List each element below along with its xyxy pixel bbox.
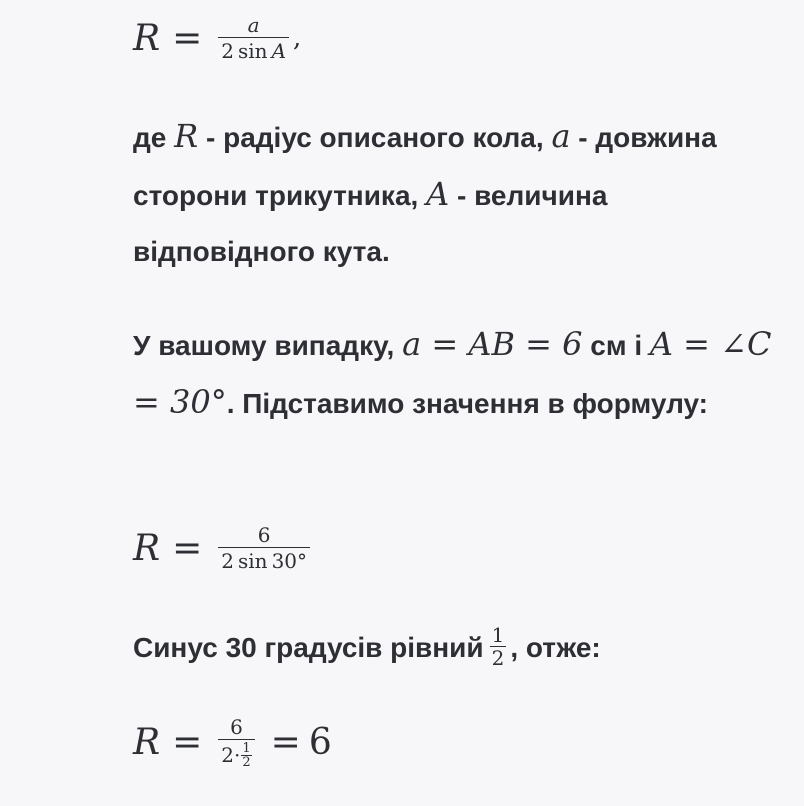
formula-equals: = — [172, 17, 203, 59]
fraction-numerator: 6 — [257, 523, 271, 547]
formula-comma: , — [293, 23, 302, 53]
inline-fraction-half — [490, 624, 507, 669]
var-a: a — [551, 117, 571, 155]
formula-fraction — [218, 524, 310, 572]
text-fragment: см і — [582, 330, 650, 361]
text-fragment: Синус 30 градусів рівний — [133, 632, 484, 663]
formula-lhs: R — [133, 17, 161, 59]
text-fragment: де — [133, 122, 175, 153]
fraction-denominator: 2 — [491, 646, 505, 671]
math-angle: A = ∠C = 30° — [133, 325, 772, 421]
text-fragment: . Підставимо значення в формулу: — [226, 388, 709, 419]
den-coef: 2 — [221, 39, 235, 63]
fraction-denominator — [218, 739, 254, 769]
fraction-numerator: 6 — [230, 714, 243, 739]
den-var: A — [271, 39, 287, 63]
fraction-denominator — [218, 547, 310, 572]
formula-equals: = — [172, 721, 203, 763]
fraction-numerator: a — [247, 13, 260, 37]
sine-paragraph — [133, 620, 793, 676]
var-R: R — [174, 117, 199, 155]
formula-equals: = — [172, 527, 203, 569]
formula-result — [133, 712, 332, 772]
den-angle: 30° — [271, 549, 308, 573]
text-fragment: - довжина сторони трикутника, — [133, 122, 717, 211]
den-func: sin — [238, 39, 268, 63]
formula-lhs: R — [133, 721, 161, 763]
definition-paragraph — [133, 108, 793, 280]
formula-circumradius — [133, 8, 301, 68]
formula-result-value: 6 — [308, 721, 332, 763]
text-fragment: - величина відповідного кута. — [133, 180, 608, 267]
den-coef: 2· — [221, 743, 241, 767]
den-func: sin — [238, 549, 268, 573]
nested-numerator: 1 — [242, 740, 251, 756]
formula-fraction — [218, 716, 254, 769]
text-fragment: - радіус описаного кола, — [198, 122, 552, 153]
den-coef: 2 — [221, 549, 235, 573]
nested-fraction — [241, 742, 251, 769]
nested-denominator: 2 — [242, 754, 251, 770]
formula-lhs: R — [133, 527, 161, 569]
formula-substituted — [133, 518, 314, 578]
text-fragment: , отже: — [510, 632, 601, 663]
text-fragment: У вашому випадку, — [133, 330, 403, 361]
var-A: A — [426, 175, 450, 213]
formula-equals-2: = — [270, 721, 301, 763]
case-paragraph — [133, 316, 793, 432]
formula-fraction — [218, 14, 289, 62]
fraction-denominator — [218, 37, 289, 62]
math-side-length: a = AB = 6 — [402, 325, 583, 363]
fraction-numerator: 1 — [491, 623, 505, 648]
